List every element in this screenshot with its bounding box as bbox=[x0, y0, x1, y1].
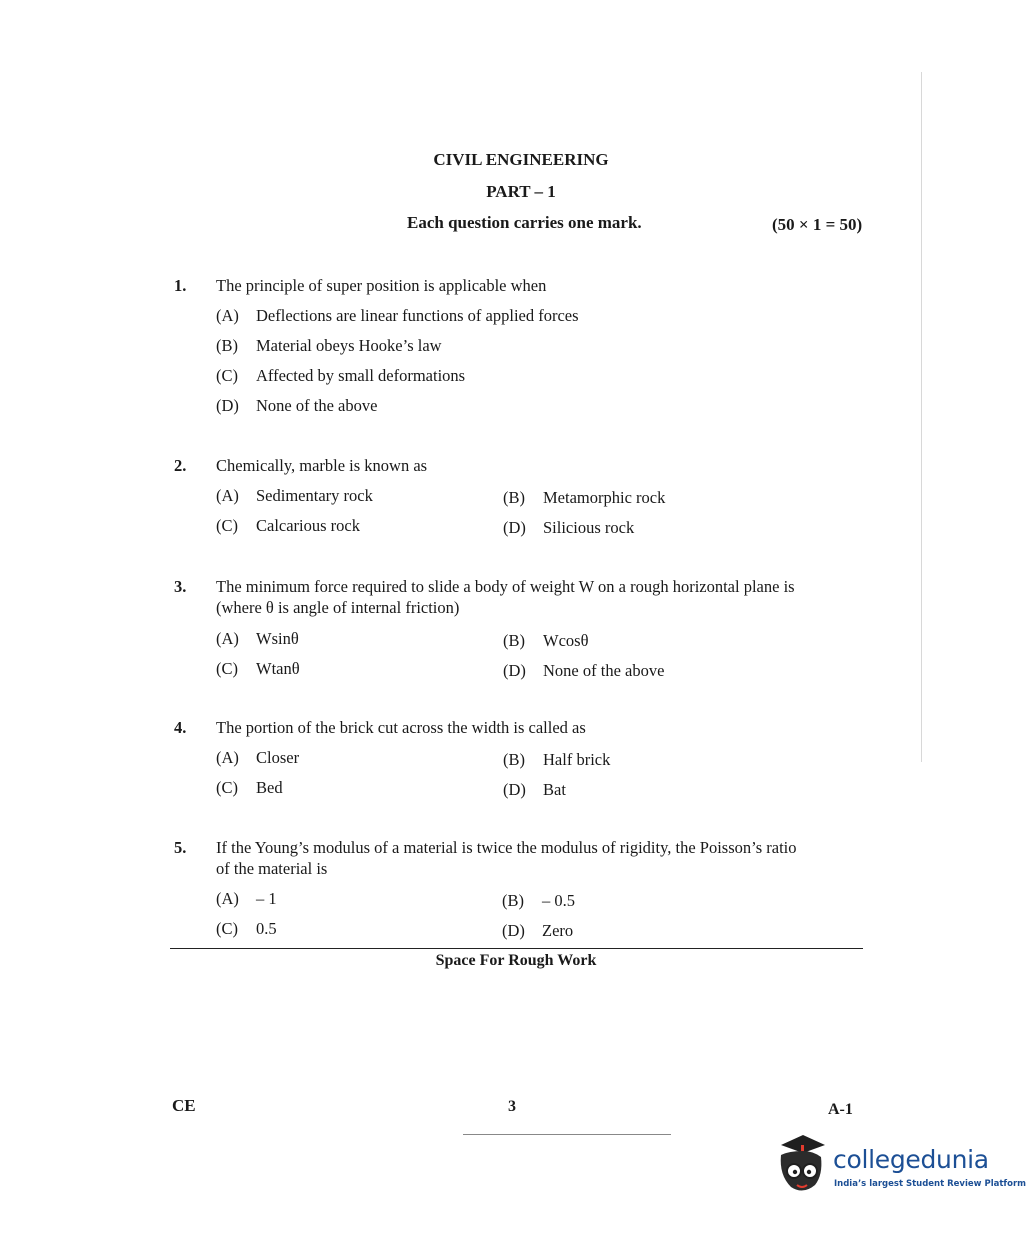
option-a: (A) Wsinθ bbox=[216, 629, 299, 648]
part-title: PART – 1 bbox=[486, 182, 556, 201]
option-d: (D) Bat bbox=[503, 780, 566, 799]
option-b: (B) Material obeys Hooke’s law bbox=[216, 336, 442, 355]
question-number: 5. bbox=[174, 838, 187, 857]
question-text: The minimum force required to slide a body of weight W on a rough horizontal plane is bbox=[216, 577, 795, 596]
rough-work-label: Space For Rough Work bbox=[435, 952, 597, 969]
graduate-mascot-icon bbox=[773, 1131, 833, 1199]
option-b: (B) Wcosθ bbox=[503, 631, 589, 650]
brand-tagline: India’s largest Student Review Platform bbox=[834, 1179, 1026, 1189]
footer-subject-code: CE bbox=[172, 1096, 196, 1115]
option-a: (A) – 1 bbox=[216, 889, 277, 908]
subject-title: CIVIL ENGINEERING bbox=[433, 150, 609, 169]
option-a: (A) Closer bbox=[216, 748, 300, 767]
question-text: The portion of the brick cut across the width is called as bbox=[216, 718, 586, 737]
option-a: (A) Deflections are linear functions of applied forces bbox=[216, 306, 579, 325]
instruction-text: Each question carries one mark. bbox=[407, 213, 642, 232]
option-c: (C) Calcarious rock bbox=[216, 516, 361, 535]
option-c: (C) 0.5 bbox=[216, 919, 277, 938]
footer-rule bbox=[463, 1134, 671, 1135]
question-text: Chemically, marble is known as bbox=[216, 456, 428, 475]
collegedunia-watermark bbox=[773, 1131, 1026, 1201]
option-b: (B) Metamorphic rock bbox=[503, 488, 666, 507]
total-marks: (50 × 1 = 50) bbox=[772, 215, 863, 234]
question-text-line-2: (where θ is angle of internal friction) bbox=[216, 598, 460, 617]
option-d: (D) None of the above bbox=[216, 396, 378, 415]
question-number: 1. bbox=[174, 276, 187, 295]
footer-page-number: 3 bbox=[508, 1098, 516, 1115]
option-c: (C) Bed bbox=[216, 778, 283, 797]
question-text: If the Young’s modulus of a material is twice the modulus of rigidity, the Poisson’s ratio bbox=[216, 838, 797, 857]
question-text: The principle of super position is applicable when bbox=[216, 276, 547, 295]
page-edge-rule bbox=[921, 72, 922, 762]
question-number: 3. bbox=[174, 577, 187, 596]
question-text-line-2: of the material is bbox=[216, 859, 328, 878]
option-d: (D) Silicious rock bbox=[503, 518, 635, 537]
option-b: (B) – 0.5 bbox=[502, 891, 575, 910]
option-c: (C) Wtanθ bbox=[216, 659, 300, 678]
question-number: 2. bbox=[174, 456, 187, 475]
option-a: (A) Sedimentary rock bbox=[216, 486, 373, 505]
option-d: (D) None of the above bbox=[503, 661, 665, 680]
option-c: (C) Affected by small deformations bbox=[216, 366, 466, 385]
footer-series: A-1 bbox=[828, 1101, 853, 1118]
rough-work-divider bbox=[170, 948, 863, 949]
question-number: 4. bbox=[174, 718, 187, 737]
brand-name: collegedunia bbox=[833, 1145, 989, 1174]
option-d: (D) Zero bbox=[502, 921, 574, 940]
option-b: (B) Half brick bbox=[503, 750, 611, 769]
